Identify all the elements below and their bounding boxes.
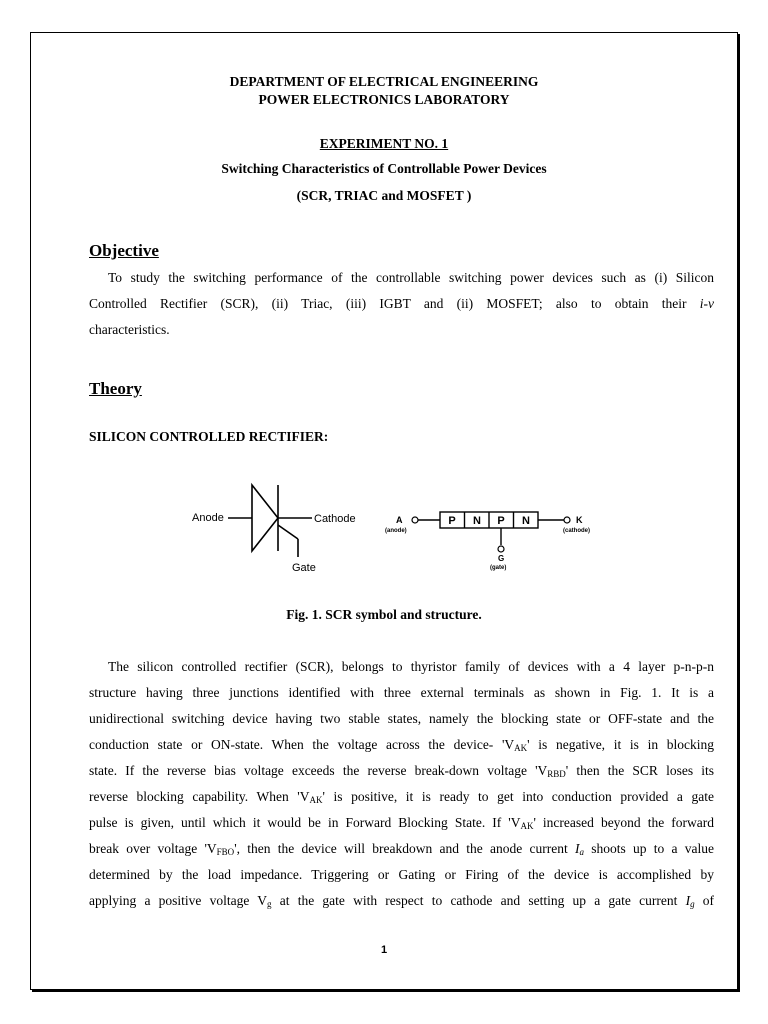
- text: of: [702, 893, 715, 908]
- body-line: [89, 732, 714, 758]
- text: I: [685, 893, 691, 908]
- anode-label: Anode: [192, 512, 224, 524]
- body-line: [89, 888, 714, 914]
- experiment-devices: (SCR, TRIAC and MOSFET ): [296, 188, 472, 203]
- experiment-title: Switching Characteristics of Controllable Power Devices: [221, 161, 547, 176]
- scr-subheading: SILICON CONTROLLED RECTIFIER:: [89, 429, 329, 444]
- subscript: AK: [309, 795, 323, 805]
- laboratory-title: POWER ELECTRONICS LABORATORY: [258, 92, 510, 107]
- body-line: [89, 784, 714, 810]
- objective-heading: Objective: [89, 241, 159, 260]
- objective-line: [89, 291, 714, 317]
- scr-symbol: [192, 485, 356, 574]
- text: applying a positive voltage V: [89, 893, 268, 908]
- layer-p2: P: [497, 515, 505, 527]
- objective-paragraph: [89, 265, 714, 343]
- a-terminal-label: A: [396, 515, 403, 525]
- body-line: determined by the load impedance. Triggering or Gating or Firing of the device is accomplished by: [89, 867, 714, 882]
- body-line: [89, 758, 714, 784]
- layer-n2: N: [522, 515, 530, 527]
- body-line: [89, 810, 714, 836]
- subscript: FBO: [216, 847, 235, 857]
- subscript: g: [690, 899, 695, 909]
- italic-symbol: [686, 893, 695, 908]
- k-terminal-sub: (cathode): [563, 528, 590, 534]
- subscript: g: [267, 899, 272, 909]
- department-title: DEPARTMENT OF ELECTRICAL ENGINEERING: [229, 74, 539, 89]
- body-line: The silicon controlled rectifier (SCR), belongs to thyristor family of devices with a 4 layer p-n-p-n: [108, 659, 714, 674]
- cathode-label: Cathode: [314, 513, 356, 525]
- objective-text: Controlled Rectifier (SCR), (ii) Triac, (iii) IGBT and (ii) MOSFET; also to obtain their: [89, 296, 687, 311]
- body-line: [89, 836, 714, 862]
- text: ', then the device will breakdown and the anode current: [234, 841, 568, 856]
- experiment-number: EXPERIMENT NO. 1: [319, 136, 449, 151]
- subscript: AK: [520, 821, 534, 831]
- italic-symbol: [575, 841, 584, 856]
- text: shoots up to a value: [591, 841, 715, 856]
- subscript: RBD: [547, 769, 566, 779]
- pnpn-structure: [385, 512, 590, 571]
- text: ' increased beyond the forward: [533, 815, 714, 830]
- gate-label: Gate: [292, 562, 316, 574]
- page-number: 1: [380, 944, 388, 956]
- text: state. If the reverse bias voltage exceeds the reverse break-down voltage 'V: [89, 763, 548, 778]
- objective-line: To study the switching performance of the controllable switching power devices such as (i) Silicon: [108, 270, 714, 285]
- layer-n1: N: [473, 515, 481, 527]
- iv-term: i-v: [699, 296, 714, 311]
- objective-line: characteristics.: [89, 322, 170, 337]
- layer-p1: P: [448, 515, 456, 527]
- body-line: unidirectional switching device having two stable states, namely the blocking state or OFF-state and the: [89, 711, 714, 726]
- text: ' then the SCR loses its: [565, 763, 714, 778]
- g-terminal-label: G: [498, 554, 505, 563]
- theory-heading: Theory: [89, 379, 142, 398]
- text: at the gate with respect to cathode and setting up a gate current: [279, 893, 678, 908]
- scr-paragraph: [89, 654, 714, 914]
- g-terminal-sub: (gate): [490, 565, 507, 571]
- text: I: [574, 841, 580, 856]
- body-line: structure having three junctions identified with three external terminals as shown in Fig. 1. It is a: [89, 685, 714, 700]
- subscript: a: [579, 847, 584, 857]
- text: break over voltage 'V: [89, 841, 217, 856]
- text: ' is negative, it is in blocking: [527, 737, 714, 752]
- text: pulse is given, until which it would be in Forward Blocking State. If 'V: [89, 815, 521, 830]
- figure-caption: Fig. 1. SCR symbol and structure.: [286, 607, 482, 622]
- text: reverse blocking capability. When 'V: [89, 789, 310, 804]
- scr-figure: [180, 475, 620, 585]
- k-terminal-label: K: [576, 515, 583, 525]
- a-terminal-sub: (anode): [385, 528, 407, 534]
- text: conduction state or ON-state. When the voltage across the device- 'V: [89, 737, 515, 752]
- text: ' is positive, it is ready to get into conduction provided a gate: [322, 789, 714, 804]
- subscript: AK: [514, 743, 528, 753]
